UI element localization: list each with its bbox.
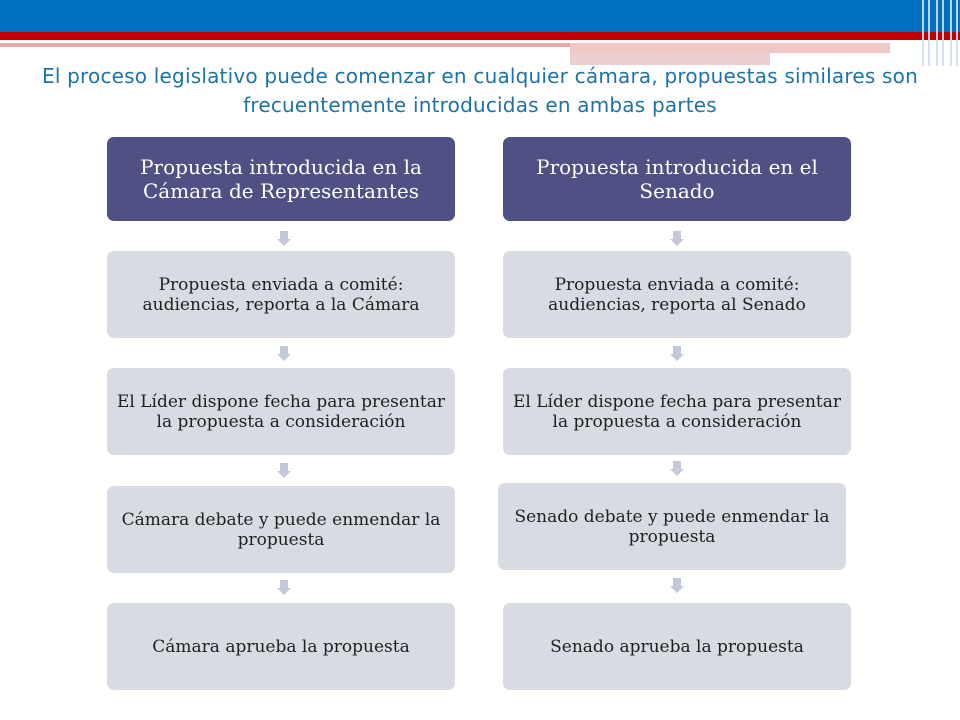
right-step-1: Propuesta enviada a comité: audiencias, reporta al Senado	[503, 251, 851, 338]
slide-title: El proceso legislativo puede comenzar en cualquier cámara, propuestas similares son frecuentemente introducidas en ambas partes	[42, 64, 918, 117]
left-arrow-3	[277, 463, 291, 479]
left-step-4: Cámara aprueba la propuesta	[107, 603, 455, 690]
header-pink-bar	[0, 43, 570, 47]
left-step-3: Cámara debate y puede enmendar la propuesta	[107, 486, 455, 573]
right-step-4: Senado aprueba la propuesta	[503, 603, 851, 690]
right-step-2: El Líder dispone fecha para presentar la propuesta a consideración	[503, 368, 851, 455]
right-header-box: Propuesta introducida en el Senado	[503, 137, 851, 221]
header-pink-accent	[570, 43, 890, 53]
right-arrow-1	[670, 231, 684, 247]
left-header-box: Propuesta introducida en la Cámara de Representantes	[107, 137, 455, 221]
right-arrow-4	[670, 578, 684, 594]
left-arrow-1	[277, 231, 291, 247]
header-blue-bar	[0, 0, 960, 32]
left-arrow-4	[277, 580, 291, 596]
left-arrow-2	[277, 346, 291, 362]
header-red-bar	[0, 32, 960, 40]
left-step-2: El Líder dispone fecha para presentar la propuesta a consideración	[107, 368, 455, 455]
right-arrow-2	[670, 346, 684, 362]
left-step-1: Propuesta enviada a comité: audiencias, reporta a la Cámara	[107, 251, 455, 338]
right-step-3: Senado debate y puede enmendar la propuesta	[498, 483, 846, 570]
header-decor-lines	[920, 0, 960, 66]
right-arrow-3	[670, 461, 684, 477]
